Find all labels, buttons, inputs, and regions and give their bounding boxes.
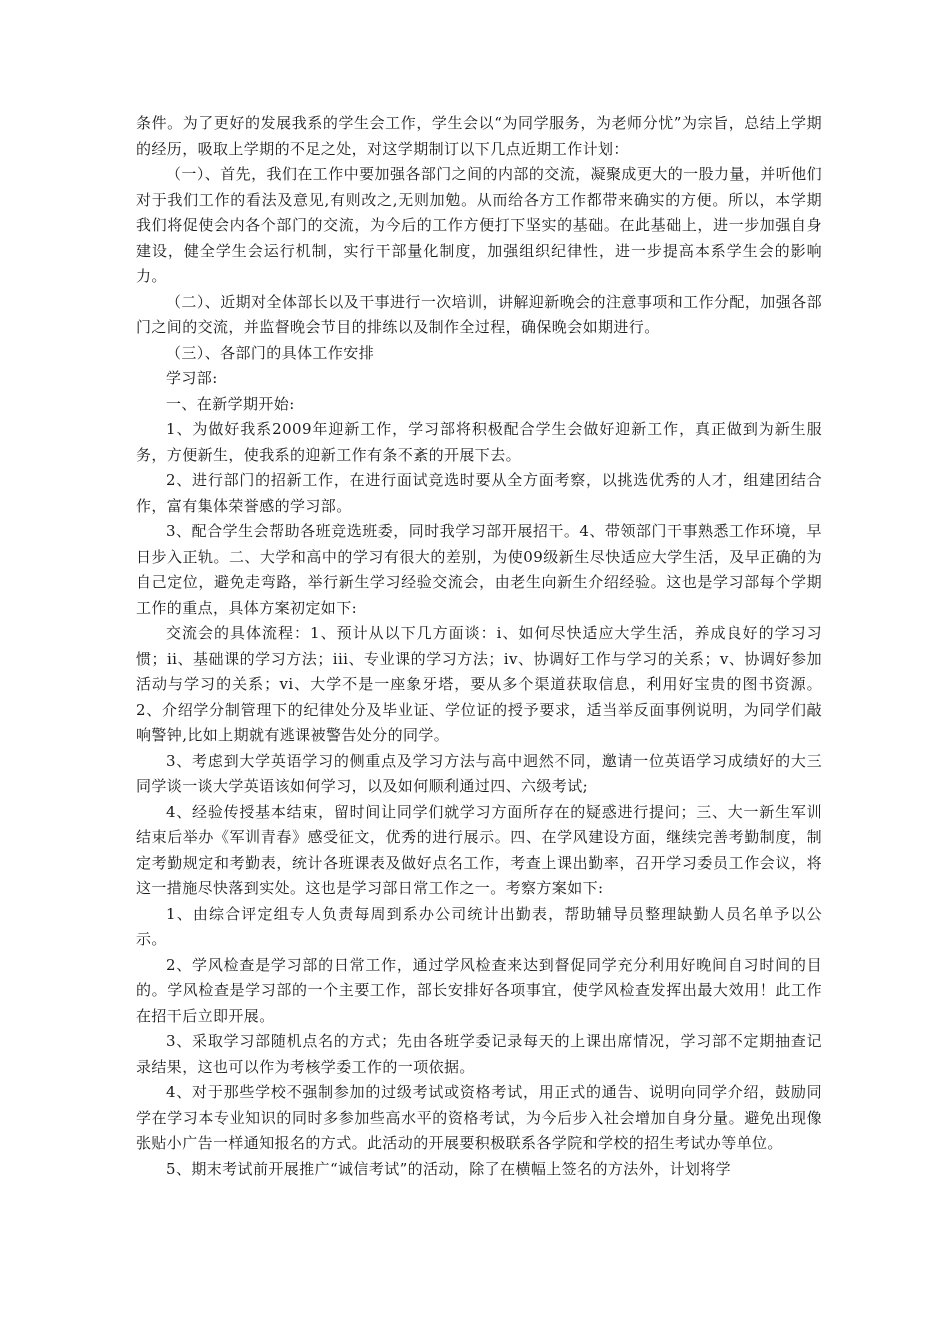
paragraph: 条件。为了更好的发展我系的学生会工作，学生会以“为同学服务，为老师分忧”为宗旨，总结上学期的经历，吸取上学期的不足之处，对这学期制订以下几点近期工作计划： [136,114,822,158]
section-heading: （三）、各部门的具体工作安排 [166,343,375,362]
paragraph: 4、经验传授基本结束，留时间让同学们就学习方面所存在的疑惑进行提问；三、大一新生军训结束后举办《军训青春》感受征文，优秀的进行展示。四、在学风建设方面，继续完善考勤制度，制定考勤规定和考勤表，统计各班课表及做好点名工作，考查上课出勤率，召开学习委员工作会议，将这一措施尽快落到实处。这也是学习部日常工作之一。考察方案如下: [136,802,822,897]
paragraph: 3、考虑到大学英语学习的侧重点及学习方法与高中迥然不同，邀请一位英语学习成绩好的大三同学谈一谈大学英语该如何学习，以及如何顺利通过四、六级考试; [136,751,822,795]
paragraph: 2、进行部门的招新工作，在进行面试竞选时要从全方面考察，以挑选优秀的人才，组建团结合作，富有集体荣誉感的学习部。 [136,471,822,515]
paragraph: （一）、首先，我们在工作中要加强各部门之间的内部的交流，凝聚成更大的一股力量，并听他们对于我们工作的看法及意见,有则改之,无则加勉。从而给各方工作都带来确实的方便。所以，本学期我们将促使会内各个部门的交流，为今后的工作方便打下坚实的基础。在此基础上，进一步加强自身建设，健全学生会运行机制，实行干部量化制度，加强组织纪律性，进一步提高本系学生会的影响力。 [136,165,822,285]
paragraph: （二）、近期对全体部长以及干事进行一次培训，讲解迎新晚会的注意事项和工作分配，加强各部门之间的交流，并监督晚会节目的排练以及制作全过程，确保晚会如期进行。 [136,292,822,336]
document-body [136,111,822,1182]
department-heading: 学习部: [166,369,218,387]
paragraph: 1、为做好我系2009年迎新工作，学习部将积极配合学生会做好迎新工作，真正做到为新生服务，方便新生，使我系的迎新工作有条不紊的开展下去。 [136,420,822,464]
paragraph: 2、学风检查是学习部的日常工作，通过学风检查来达到督促同学充分利用好晚间自习时间的目的。学风检查是学习部的一个主要工作，部长安排好各项事宜，使学风检查发挥出最大效用！此工作在招干后立即开展。 [136,955,822,1025]
paragraph: 1、由综合评定组专人负责每周到系办公司统计出勤表，帮助辅导员整理缺勤人员名单予以公示。 [136,904,822,948]
paragraph: 3、采取学习部随机点名的方式；先由各班学委记录每天的上课出席情况，学习部不定期抽查记录结果，这也可以作为考核学委工作的一项依据。 [136,1032,822,1076]
paragraph: 4、对于那些学校不强制参加的过级考试或资格考试，用正式的通告、说明向同学介绍，鼓励同学在学习本专业知识的同时多参加些高水平的资格考试，为今后步入社会增加自身分量。避免出现像张贴小广告一样通知报名的方式。此活动的开展要积极联系各学院和学校的招生考试办等单位。 [136,1083,822,1152]
paragraph: 5、期末考试前开展推广“诚信考试”的活动，除了在横幅上签名的方法外，计划将学 [166,1159,732,1178]
paragraph: 交流会的具体流程：1、预计从以下几方面谈：i、如何尽快适应大学生活，养成良好的学习习惯；ii、基础课的学习方法；iii、专业课的学习方法；iv、协调好工作与学习的关系；v、协调好参加活动与学习的关系；vi、大学不是一座象牙塔，要从多个渠道获取信息，利用好宝贵的图书资源。2、介绍学分制管理下的纪律处分及毕业证、学位证的授予要求，适当举反面事例说明，为同学们敲响警钟,比如上期就有逃课被警告处分的同学。 [136,624,822,744]
paragraph: 3、配合学生会帮助各班竞选班委，同时我学习部开展招干。4、带领部门干事熟悉工作环境，早日步入正轨。二、大学和高中的学习有很大的差别，为使09级新生尽快适应大学生活，及早正确的为自己定位，避免走弯路，举行新生学习经验交流会，由老生向新生介绍经验。这也是学习部每个学期工作的重点，具体方案初定如下: [136,522,822,617]
subsection-heading: 一、在新学期开始: [166,394,295,413]
